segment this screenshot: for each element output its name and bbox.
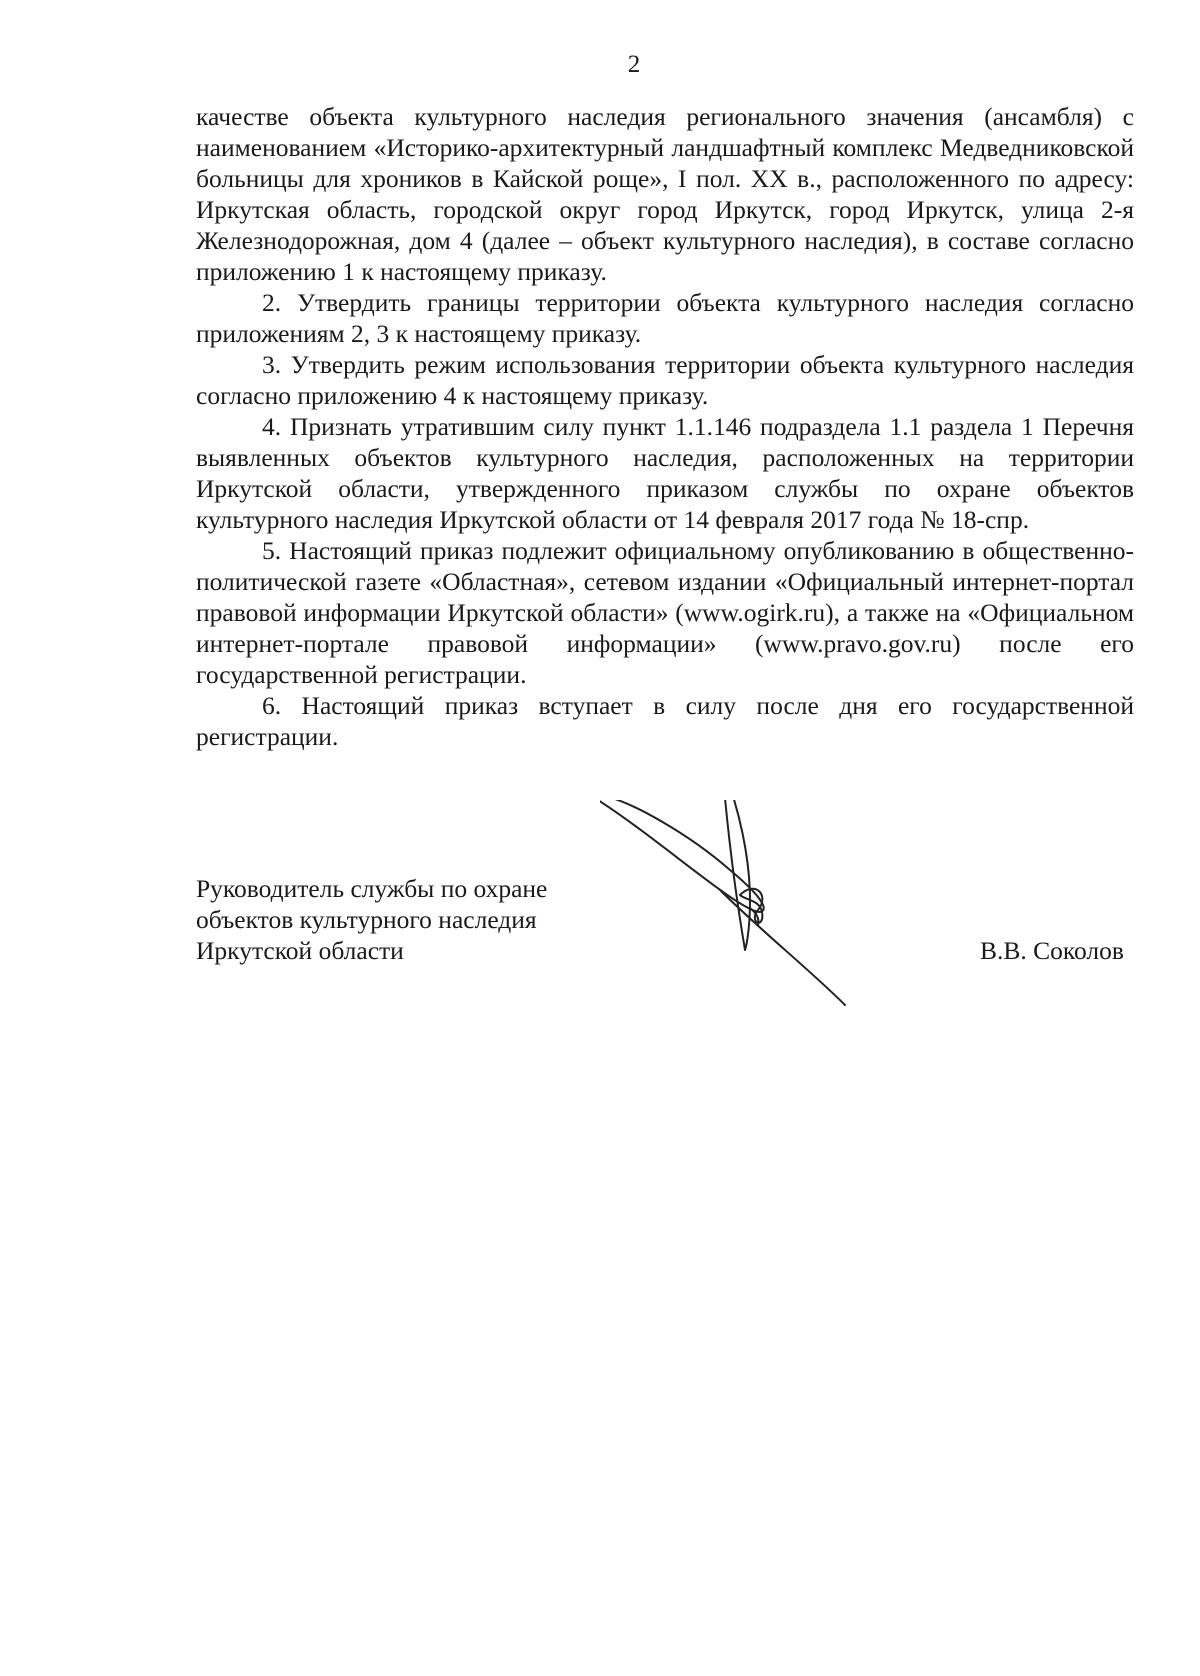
paragraph-item-4: 4. Признать утратившим силу пункт 1.1.146 подраздела 1.1 раздела 1 Перечня выявленных объектов культурного наследия, расположенных на территории Иркутской области, утвержденного приказом службы по охране объектов культурного наследия Иркутской области от 14 февраля 2017 года № 18-спр. — [196, 412, 1134, 534]
signer-position-line: Руководитель службы по охране — [196, 874, 548, 903]
paragraph-item-5: 5. Настоящий приказ подлежит официальному опубликованию в общественно-политической газете «Областная», сетевом издании «Официальный интернет-портал правовой информации Иркутской области» (www.ogirk.ru), а также на «Официальном интернет-портале правовой информации» (www.pravo.gov.ru) после его государственной регистрации. — [196, 536, 1134, 689]
signer-position-line: объектов культурного наследия — [196, 905, 537, 934]
handwritten-signature — [600, 800, 900, 1060]
paragraph-1-continuation: качестве объекта культурного наследия регионального значения (ансамбля) с наименованием «Историко-архитектурный ландшафтный комплекс Медведниковской больницы для хроников в Кайской роще», I пол. XX в., расположенного по адресу: Иркутская область, городской округ город Иркутск, город Иркутск, улица 2-я Железнодорожная, дом 4 (далее – объект культурного наследия), в составе согласно приложению 1 к настоящему приказу. — [196, 102, 1134, 286]
page-number: 2 — [627, 51, 641, 78]
paragraph-item-3: 3. Утвердить режим использования территории объекта культурного наследия согласно приложению 4 к настоящему приказу. — [196, 350, 1134, 410]
signer-position — [196, 873, 547, 966]
signer-position-line: Иркутской области — [196, 936, 404, 965]
document-body — [196, 101, 1134, 752]
signer-name: В.В. Соколов — [980, 936, 1124, 965]
paragraph-item-2: 2. Утвердить границы территории объекта культурного наследия согласно приложениям 2, 3 к настоящему приказу. — [196, 288, 1134, 348]
paragraph-item-6: 6. Настоящий приказ вступает в силу после дня его государственной регистрации. — [196, 691, 1134, 751]
